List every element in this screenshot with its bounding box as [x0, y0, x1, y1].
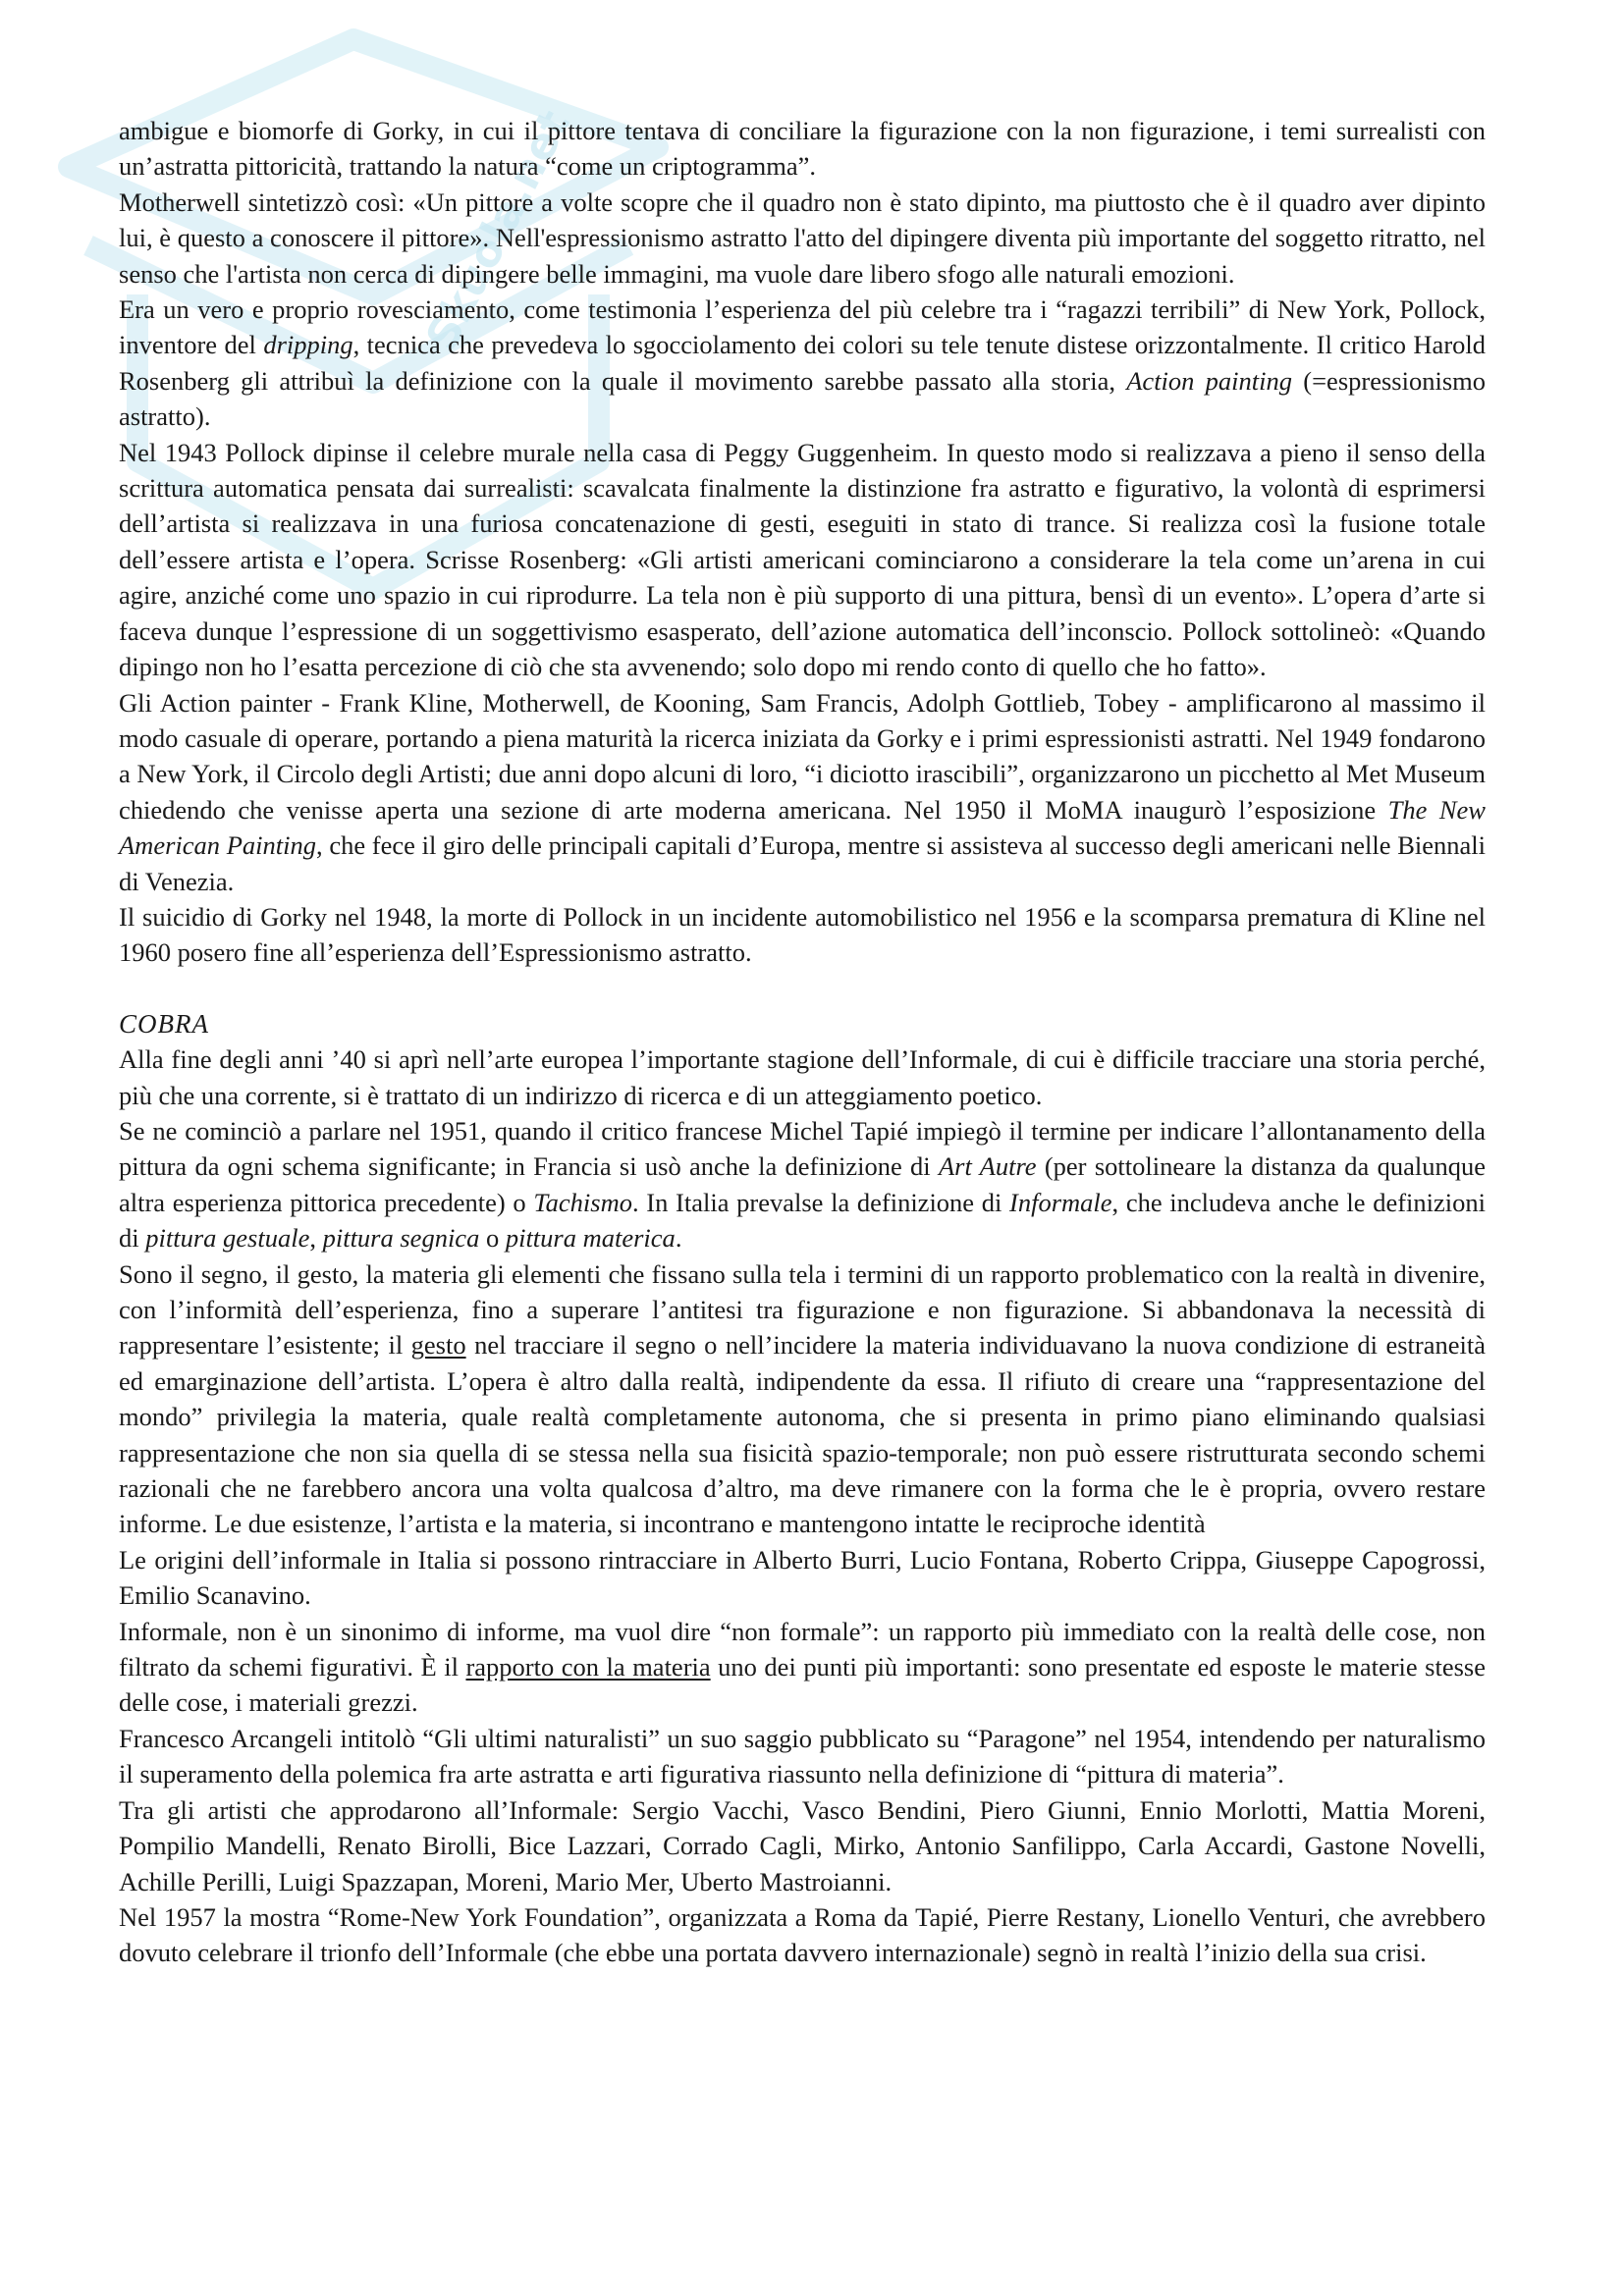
- italic-term: Informale: [1009, 1187, 1112, 1217]
- paragraph: Nel 1943 Pollock dipinse il celebre murale nella casa di Peggy Guggenheim. In questo modo si realizzava a pieno il senso della scrittura automatica pensata dai surrealisti: scavalcata finalmente la distinzione fra astratto e figurativo, la volontà di esprimersi dell’artista si realizzava in una furiosa concatenazione di gesti, eseguiti in stato di trance. Si realizza così la fusione totale dell’essere artista e l’opera. Scrisse Rosenberg: «Gli artisti americani cominciarono a considerare la tela come un’arena in cui agire, anziché come uno spazio in cui riprodurre. La tela non è più supporto di una pittura, bensì di un evento». L’opera d’arte si faceva dunque l’espressione di un soggettivismo esasperato, dell’azione automatica dell’inconscio. Pollock sottolineò: «Quando dipingo non ho l’esatta percezione di ciò che sta avvenendo; solo dopo mi rendo conto di quello che ho fatto».: [119, 437, 1486, 682]
- italic-term: Tachismo: [533, 1187, 632, 1217]
- italic-term: Action painting: [1126, 365, 1293, 396]
- italic-term: dripping: [263, 330, 353, 360]
- paragraph: Gli Action painter - Frank Kline, Motherwell, de Kooning, Sam Francis, Adolph Gottlieb, Tobey - amplificarono al massimo il modo casuale di operare, portando a piena maturità la ricerca iniziata da Gorky e i primi espressionisti astratti. Nel 1949 fondarono a New York, il Circolo degli Artisti; due anni dopo alcuni di loro, “i diciotto irascibili”, organizzarono un picchetto al Met Museum chiedendo che venisse aperta una sezione di arte moderna americana. Nel 1950 il MoMA inaugurò l’esposizione The New American Painting, che fece il giro delle principali capitali d’Europa, mentre si assisteva al successo degli americani nelle Biennali di Venezia.: [119, 687, 1486, 896]
- paragraph: Alla fine degli anni ’40 si aprì nell’arte europea l’importante stagione dell’Informale, di cui è difficile tracciare una storia perché, più che una corrente, si è trattato di un indirizzo di ricerca e di un atteggiamento poetico.: [119, 1044, 1486, 1110]
- underlined-term: gesto: [410, 1330, 466, 1361]
- paragraph: Nel 1957 la mostra “Rome-New York Foundation”, organizzata a Roma da Tapié, Pierre Restany, Lionello Venturi, che avrebbero dovuto celebrare il trionfo dell’Informale (che ebbe una portata davvero internazionale) segnò in realtà l’inizio della sua crisi.: [119, 1901, 1486, 1968]
- paragraph: Il suicidio di Gorky nel 1948, la morte di Pollock in un incidente automobilistico nel 1956 e la scomparsa prematura di Kline nel 1960 posero fine all’esperienza dell’Espressionismo astratto.: [119, 901, 1486, 968]
- paragraph: Francesco Arcangeli intitolò “Gli ultimi naturalisti” un suo saggio pubblicato su “Paragone” nel 1954, intendendo per naturalismo il superamento della polemica fra arte astratta e arti figurativa riassunto nella definizione di “pittura di materia”.: [119, 1723, 1486, 1789]
- italic-title: The New American Painting: [119, 794, 1486, 861]
- italic-term: Art Autre: [938, 1151, 1037, 1182]
- paragraph: Era un vero e proprio rovesciamento, come testimonia l’esperienza del più celebre tra i “ragazzi terribili” di New York, Pollock, inventore del dripping, tecnica che prevedeva lo sgocciolamento dei colori su tele tenute distese orizzontalmente. Il critico Harold Rosenberg gli attribuì la definizione con la quale il movimento sarebbe passato alla storia, Action painting (=espressionismo astratto).: [119, 294, 1487, 432]
- paragraph: Sono il segno, il gesto, la materia gli elementi che fissano sulla tela i termini di un rapporto problematico con la realtà in divenire, con l’informità dell’esperienza, fino a superare l’antitesi tra figurazione e non figurazione. Si abbandonava la necessità di rappresentare l’esistente; il gesto nel tracciare il segno o nell’incidere la materia individuavano la nuova condizione di estraneità ed emarginazione dell’artista. L’opera è altro dalla realtà, indipendente da essa. Il rifiuto di creare una “rappresentazione del mondo” privilegia la materia, quale realtà completamente autonoma, che si presenta in primo piano eliminando qualsiasi rappresentazione che non sia quella di se stessa nella sua fisicità spazio-temporale; non può essere ristrutturata secondo schemi razionali che ne farebbero ancora una volta qualcosa d’altro, ma deve rimanere con la forma che le è propria, ovvero restare informe. Le due esistenze, l’artista e la materia, si incontrano e mantengono intatte le reciproche identità: [119, 1258, 1486, 1539]
- document-body: [119, 113, 1486, 1971]
- paragraph: Motherwell sintetizzò così: «Un pittore a volte scopre che il quadro non è stato dipinto, ma piuttosto che è il quadro aver dipinto lui, è questo a conoscere il pittore». Nell'espressionismo astratto l'atto del dipingere diventa più importante del soggetto ritratto, nel senso che l'artista non cerca di dipingere belle immagini, ma vuole dare libero sfogo alle naturali emozioni.: [119, 187, 1486, 289]
- italic-term: pittura segnica: [322, 1223, 480, 1254]
- underlined-term: rapporto con la materia: [465, 1652, 711, 1682]
- paragraph: Le origini dell’informale in Italia si possono rintracciare in Alberto Burri, Lucio Fontana, Roberto Crippa, Giuseppe Capogrossi, Emilio Scanavino.: [119, 1544, 1486, 1611]
- section-heading: COBRA: [119, 1008, 209, 1039]
- paragraph: Se ne cominciò a parlare nel 1951, quando il critico francese Michel Tapié impiegò il termine per indicare l’allontanamento della pittura da ogni schema significante; in Francia si usò anche la definizione di Art Autre (per sottolineare la distanza da qualunque altra esperienza pittorica precedente) o Tachismo. In Italia prevalse la definizione di Informale, che includeva anche le definizioni di pittura gestuale, pittura segnica o pittura materica.: [119, 1115, 1486, 1254]
- paragraph: Informale, non è un sinonimo di informe, ma vuol dire “non formale”: un rapporto più immediato con la realtà delle cose, non filtrato da schemi figurativi. È il rapporto con la materia uno dei punti più importanti: sono presentate ed esposte le materie stesse delle cose, i materiali grezzi.: [119, 1616, 1487, 1718]
- paragraph: ambigue e biomorfe di Gorky, in cui il pittore tentava di conciliare la figurazione con la non figurazione, i temi surrealisti con un’astratta pittoricità, trattando la natura “come un criptogramma”.: [119, 116, 1486, 182]
- section-gap: [119, 971, 1486, 1006]
- italic-term: pittura materica: [505, 1223, 676, 1254]
- italic-term: pittura gestuale: [145, 1223, 310, 1254]
- paragraph: Tra gli artisti che approdarono all’Informale: Sergio Vacchi, Vasco Bendini, Piero Giunni, Ennio Morlotti, Mattia Moreni, Pompilio Mandelli, Renato Birolli, Bice Lazzari, Corrado Cagli, Mirko, Antonio Sanfilippo, Carla Accardi, Gastone Novelli, Achille Perilli, Luigi Spazzapan, Moreni, Mario Mer, Uberto Mastroianni.: [119, 1794, 1486, 1896]
- watermark-text: Skuola.net: [416, 102, 580, 358]
